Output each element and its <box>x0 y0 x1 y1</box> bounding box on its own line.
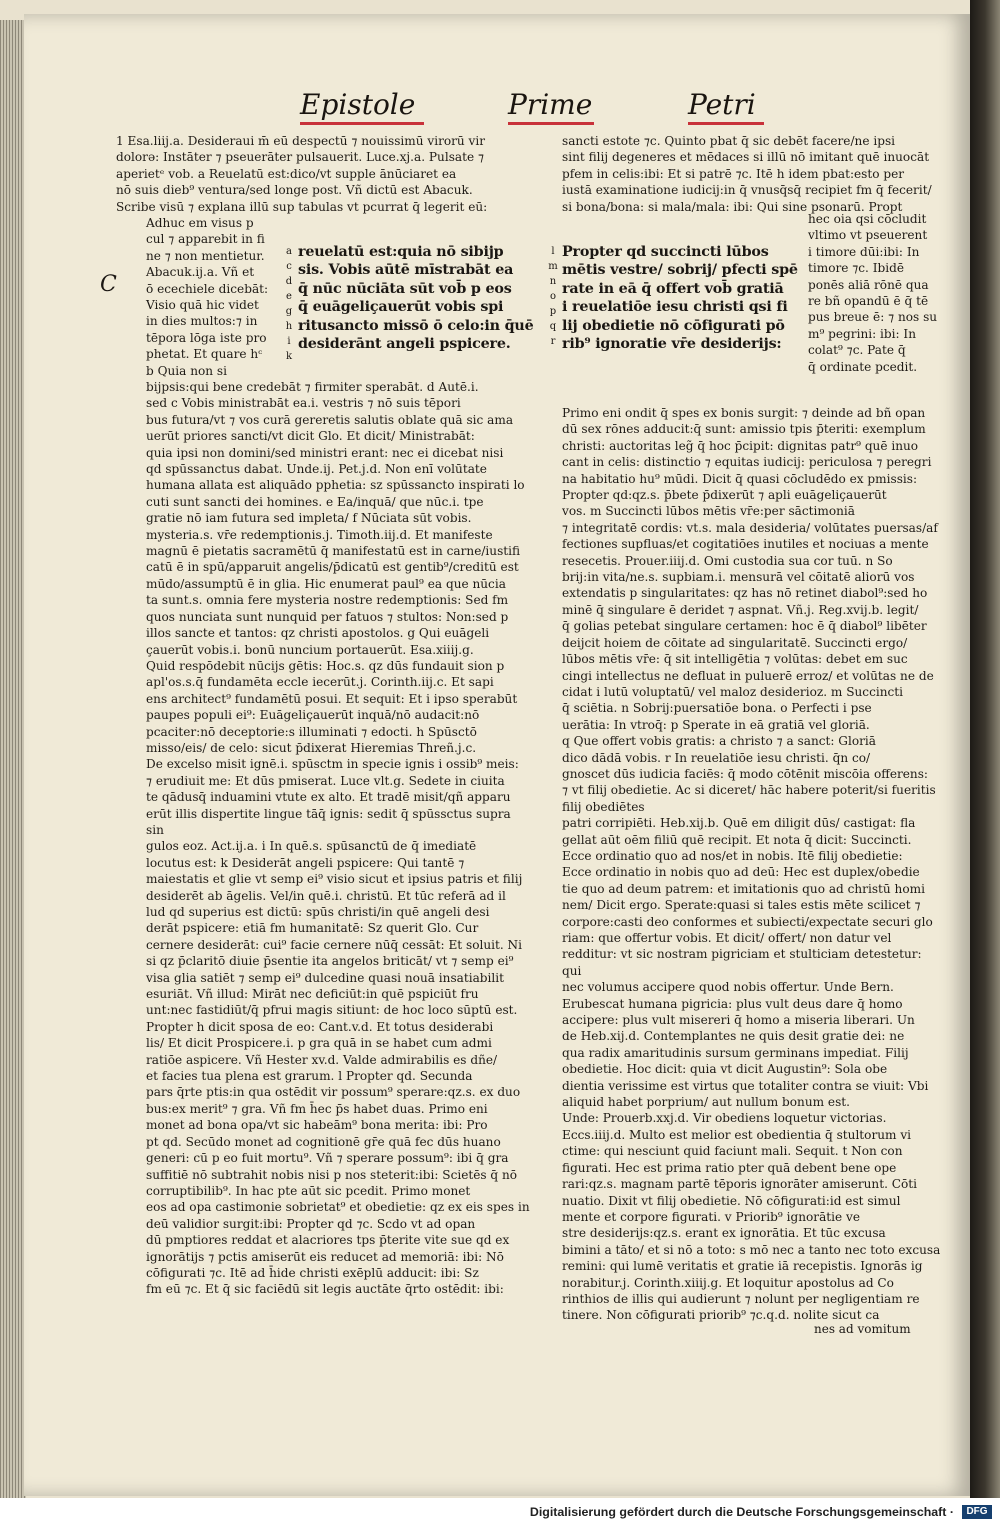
left-commentary-top: 1 Esa.liij.a. Desideraui m̄ eū despectū ⁊ nouissimū virorū vir dolorǝ: Instāter ⁊ pseuerāter pulsauerit. Luce.xj.a. Pulsate ⁊ aperietᵉ vob. a Reuelatū est:dico/vt supple ānūciaret ea nō suis dieb⁹ ventura/sed longe post. Vñ dictū est Abacuk. Scribe visū ⁊ explana illū sup tabulas vt pcurrat q̄ legerit eū: <box>116 134 488 214</box>
running-head-center: Prime <box>508 88 593 121</box>
gloss-letters-left: a c d e g h i k <box>285 246 293 362</box>
right-scripture-text: Propter qd succincti lūbos mētis vestre/ sobrij/ pfecti spē rate in eā q̄ offert vob̄ gratiā i reuelatiōe iesu christi qsi fi lij obedietie nō cōfigurati pō rib⁹ ignoratie vr̄e desiderijs: <box>562 244 798 353</box>
right-commentary-body: Primo eni ondit q̄ spes ex bonis surgit: ⁊ deinde ad bñ opan dū sex rōnes adducit:q̄ sunt: amissio tpis p̄teriti: exemplum christi: auctoritas leg̃ q̄ hoc p̄cipit: dignitas patr⁹ quē inuo cant in celis: distinctio ⁊ equitas iudicij: periculosa ⁊ peregri na habitatio hu⁹ mūdi. Dicit q̄ quasi cōcludēdo ex pmissis: Propter qd:qz.s. p̄bete p̄dixerūt ⁊ apli euāgeliçauerūt vos. m Succincti lūbos mētis vr̄e:per sāctimoniā ⁊ integritatē cordis: vt.s. mala desideria/ volūtates puersas/af fectiones supfluas/et cogitatiōes inutiles et nociuas a mente resecetis. Prouer.iiij.d. Omi custodia sua cor tuū. n So brij:in vita/ne.s. supbiam.i. mensurā vel cōitatē aliorū vos extendatis p singularitates: qz has nō retinet diabol⁹:sed ho minē q̄ singulare ē deridet ⁊ aspnat. Vñ.j. Reg.xvij.b. legit/ q̄ golias petebat singulare certamen: hoc ē q̄ diabol⁹ libēter deijcit hoiem de cōitate ad singularitatē. Succincti ergo/ lūbos mētis vr̄e: q̄ sit intelligētia ⁊ volūtas: debet em suc cingi intellectus ne defluat in puluerē erroz/ et volūtas ne de cidat i lutū voluptatū/ vel maloz desiderioz. m Succincti q̄ sciētia. n Sobrij:puersatiōe bona. o Perfecti i pse uerātia: In vtroq̄: p Sperate in eā gratiā vel gloriā. q Que offert vobis gratis: a christo ⁊ a sanct: Gloriā dico dādā vobis. r In reuelatiōe iesu christi. q̄n co/ gnoscet dūs iudicia faciēs: q̄ modo cōtēnit miscōia offerens: ⁊ vt filij obedietie. Ac si diceret/ hāc habere poterit/si fueritis filij obediētes patri corripiēti. Heb.xij.b. Quē em diligit dūs/ castigat: fla gellat aūt oēm filiū quē recipit. Et nota q̄ dicit: Succincti. Ecce ordinatio quo ad nos/et in nobis. Itē filij obedietie: Ecce ordinatio in nobis quo ad deū: Hec est duplex/obedie tie quo ad deum patrem: et imitationis quo ad christū homi nem/ Dicit ergo. Sperate:quasi si tales estis mēte scilicet ⁊ corpore:casti deo conformes et subiecti/expectate securi glo riam: que offertur vobis. Et dicit/ offert/ non datur vel redditur: vt sic nostram pigriciam et stulticiam detestetur: qui nec volumus accipere quod nobis offertur. Unde Bern. Erubescat humana pigricia: plus vult deus dare q̄ homo accipere: plus vult misereri q̄ homo a miseria liberari. Un de Heb.xij.d. Contemplantes ne quis desit gratie dei: ne qua radix amaritudinis sursum germinans impediat. Filij obedietie. Hoc dicit: quia vt dicit Augustin⁹: Sola obe dientia verissime est virtus que totaliter contra se viuit: Vbi aliquid habet porprium/ aut nullum bonum est. Unde: Prouerb.xxj.d. Vir obediens loquetur victorias. Eccs.iiij.d. Multo est melior est obedientia q̄ stultorum vi ctime: qui nesciunt quid faciunt mali. Sequit. t Non con figurati. Hec est prima ratio pter quā debent bene ope rari:qz.s. magnam partē tēporis ignorāter amiserunt. Cōti nuatio. Dixit vt filij obedietie. Nō cōfigurati:id est simul mente et corpore figurati. v Priorib⁹ ignorātie ve stre desiderijs:qz.s. erant ex ignorātia. Et tūc excusa bimini a tāto/ et si nō a toto: s mō nec a tanto nec toto excusa remini: qui lumē veritatis et gratie iā recepistis. Ignorās ig norabitur.j. Corinth.xiiij.g. Et loquitur apostolus ad Co rinthios de illis qui audierunt ⁊ nolunt per negligentiam re tinere. Non cōfigurati priorib⁹ ⁊c.q.d. nolite sicut ca <box>562 406 941 1323</box>
running-head-left: Epistole <box>300 88 416 121</box>
right-commentary-top: sancti estote ⁊c. Quinto pbat q̄ sic debēt facere/ne ipsi sint filij degeneres et mēdaces si illū nō imitant quē inuocāt pfem in celis:ibi: Et si patrē ⁊c. Itē h idem pbat:esto per iustā examinatione iudicij:in q̄ vnusq̄sq̄ recipiet fm q̄ fecerit/ si bona/bona: si mala/mala: ibi: Qui sine psonarū. Propt <box>562 134 932 214</box>
rubric-underline <box>300 122 424 125</box>
book-edge <box>0 20 26 1498</box>
dfg-logo: DFG <box>962 1505 992 1519</box>
rubric-underline <box>508 122 594 125</box>
rubric-underline <box>688 122 764 125</box>
footer-credit: Digitalisierung gefördert durch die Deutsche Forschungsgemeinschaft · <box>529 1505 954 1519</box>
gloss-letters-right: l m n o p q r <box>548 246 558 347</box>
book-gutter <box>970 0 1000 1498</box>
footer-bar <box>0 1498 1000 1526</box>
left-scripture-text: reuelatū est:quia nō sibijp sis. Vobis aūtē mīstrabāt ea q̄ nūc nūciāta sūt vob̄ p eos q̄ euāgeliçauerūt vobis spi ritusancto missō ō celo:in q̄uē desiderānt angeli pspicere. <box>298 244 534 353</box>
margin-capital: C <box>100 272 117 297</box>
catchword: nes ad vomitum <box>814 1322 911 1336</box>
left-commentary-side: Adhuc em visus p cul ⁊ apparebit in fi ne ⁊ non mentietur. Abacuk.ij.a. Vñ et ō ecechiele dicebāt: Visio quā hic videt in dies multos:⁊ in tēpora lōga iste pro phetat. Et quare hᶜ b Quia non si <box>146 216 269 378</box>
right-commentary-side: hec oia qsi cōcludit vltimo vt pseuerent i timore dūi:ibi: In timore ⁊c. Ibidē ponēs aliā rōnē qua re bñ opandū ē q̄ tē pus breue ē: ⁊ nos su m⁹ pegrini: ibi: In colat⁹ ⁊c. Pate q̄ q̄ ordinate pcedit. <box>808 212 938 374</box>
running-head-right: Petri <box>688 88 756 121</box>
left-commentary-body: bijpsis:qui bene credebāt ⁊ firmiter sperabāt. d Autē.i. sed c Vobis ministrabāt ea.i. vestris ⁊ nō suis tēpori bus futura/vt ⁊ vos curā gereretis salutis oblate quā sic ama uerūt priores sancti/vt dicit Glo. Et dicit/ Ministrabāt: quia ipsi non domini/sed ministri erant: nec ei dicebat nisi qd spūssanctus dabat. Unde.ij. Pet.j.d. Non enī volūtate humana allata est aliquādo pphetia: sz spūssancto inspirati lo cuti sunt sancti dei homines. e Ea/inquā/ que nūc.i. tpe gratie nō iam futura sed impleta/ f Nūciata sūt vobis. mysteria.s. vr̄e redemptionis.j. Timoth.iij.d. Et manifeste magnū ē pietatis sacramētū q̄ manifestatū est in carne/iustifi catū ē in spū/apparuit angelis/p̄dicatū est gentib⁹/creditū est mūdo/assumptū ē in glia. Hic enumerat paul⁹ ea que nūcia ta sunt.s. omnia fere mysteria nostre redemptionis: Sed fm quos nunciata sunt nunquid per fatuos ⁊ stultos: Non:sed p illos sancte et tantos: qz christi apostolos. g Qui euāgeli çauerūt vobis.i. bonū nuncium portauerūt. Esa.xiiij.g. Quid respōdebit nūcijs gētis: Hoc.s. qz dūs fundauit sion p apl'os.s.q̄ fundamēta eccle iecerūt.j. Corinth.iij.c. Et sapi ens architect⁹ fundamētū posui. Et sequit: Et i ipso sperabūt paupes populi ei⁹: Euāgeliçauerūt inquā/nō audacit:nō pcaciter:nō deceptorie:s illuminati ⁊ edocti. h Spūsctō misso/eis/ de celo: sicut p̄dixerat Hieremias Threñ.j.c. De excelso misit ignē.i. spūsctm in specie ignis i ossib⁹ meis: ⁊ erudiuit me: Et dūs pmiserat. Luce vlt.g. Sedete in ciuita te qādusq̄ induamini vtute ex alto. Et tradē misit/qñ apparu erūt illis dispertite lingue tāq̄ ignis: sedit q̄ spūssctus supra sin gulos eoz. Act.ij.a. i In quē.s. spūsanctū de q̄ imediatē locutus est: k Desiderāt angeli pspicere: Qui tantē ⁊ maiestatis et glie vt semp ei⁹ visio sicut et ipsius patris et filij desiderēt ab āgelis. Vel/in quē.i. christū. Et tūc referā ad il lud qd superius est dictū: spūs christi/in quē angeli desi derāt pspicere: etiā fm humanitatē: Sz querit Glo. Cur cernere desiderāt: cui⁹ facie cernere nūq̄ cessāt: Et soluit. Ni si qz p̄claritō diuie p̄sentie ita angelos briticāt/ vt ⁊ semp ei⁹ visa glia satiēt ⁊ semp ei⁹ dulcedine quasi nouā insatiabilit esuriāt. Vñ illud: Mirāt nec deficiūt:in quē pspiciūt fru unt:nec fastidiūt/q̄ pfrui magis sitiunt: de hoc loco sūptū est. Propter h dicit sposa de eo: Cant.v.d. Et totus desiderabi lis/ Et dicit Prospicere.i. p gra quā in se habet cum admi ratiōe aspicere. Vñ Hester xv.d. Valde admirabilis es dñe/ et facies tua plena est grarum. l Propter qd. Secunda pars q̄rte ptis:in qua ostēdit vir possum⁹ sperare:qz.s. ex duo bus:ex merit⁹ ⁊ gra. Vñ fm h̄ec p̄s habet duas. Primo eni monet ad bona opa/vt sic habeām⁹ bona merita: ibi: Pro pt qd. Secūdo monet ad cognitionē gr̄e quā fec dūs huano generi: cū p eo fuit mortu⁹. Vñ ⁊ sperare possum⁹: ibi q̄ gra suffitiē nō subtrahit nobis nisi p nos steterit:ibi: Scietēs q̄ nō corruptibilib⁹. In hac pte aūt sic pcedit. Primo monet eos ad opa castimonie sobrietat⁹ et obedietie: qz ex eis spes in deū validior surgit:ibi: Propter qd ⁊c. Scdo vt ad opan dū pmptiores reddat et alacriores tps p̄terite vite sue qd ex ignorātijs ⁊ pctis amiserūt eis reducet ad memoriā: ibi: Nō cōfigurati ⁊c. Itē ad h̄ide christi exēplū adducit: ibi: Sz fm eū ⁊c. Et q̄ sic faciēdū sit legis auctāte q̄rto ostēdit: ibi: <box>146 380 530 1297</box>
running-head <box>300 88 820 128</box>
